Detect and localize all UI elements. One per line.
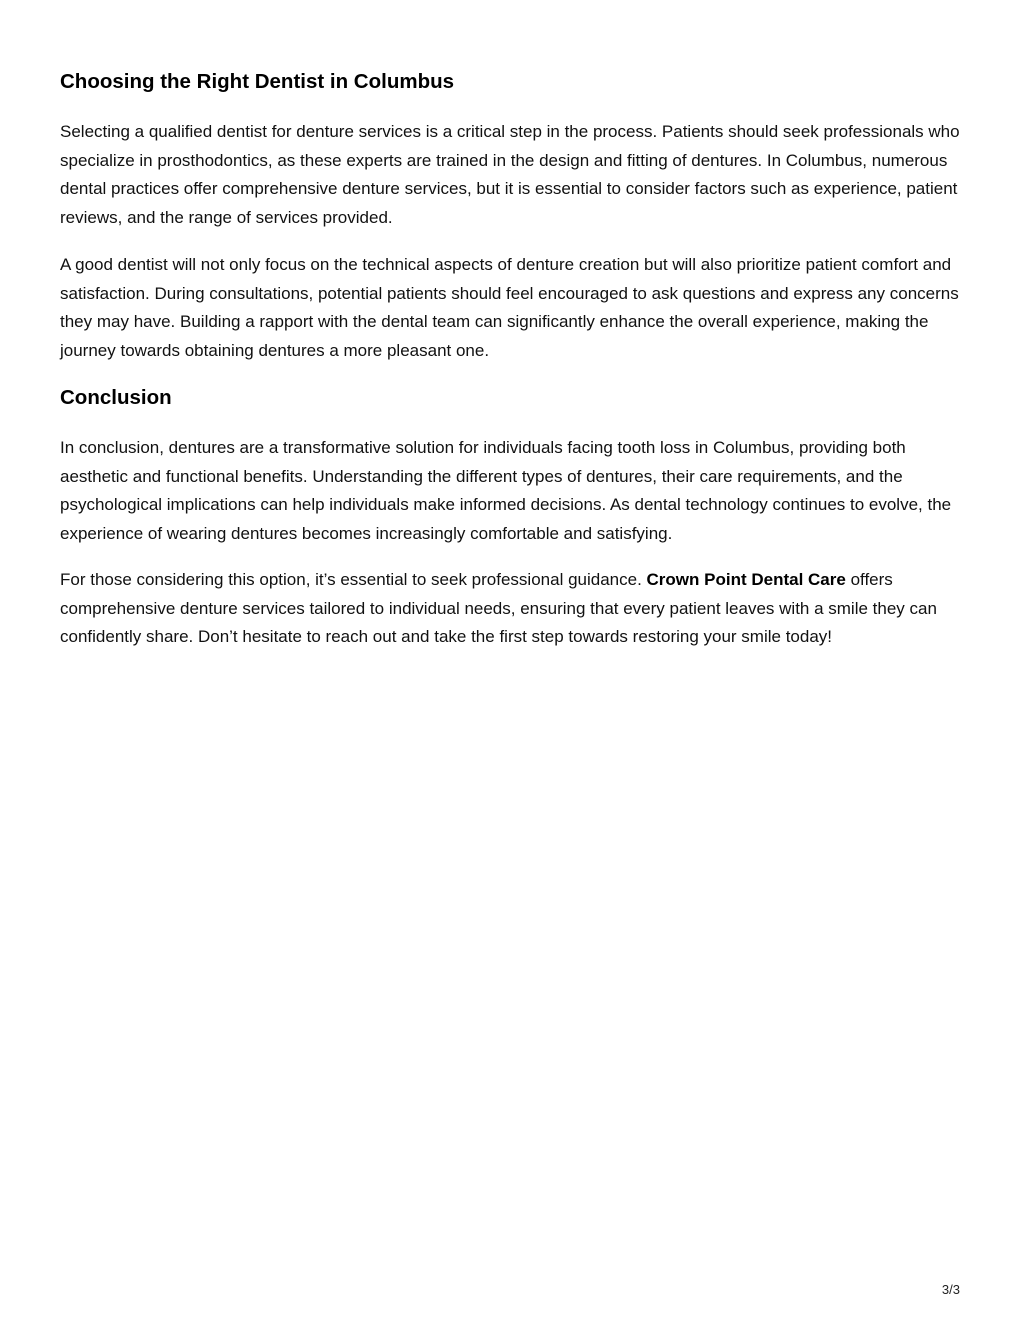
paragraph-conclusion: In conclusion, dentures are a transformative solution for individuals facing tooth loss in Columbus, providing both aesthetic and functional benefits. Understanding the different types of dentures, their care requirements, and the psychological implications can help individuals make informed decisions. As dental technology continues to evolve, the experience of wearing dentures becomes increasingly comfortable and satisfying. xyxy=(60,438,952,543)
document-body xyxy=(60,62,964,652)
section-heading-choosing-dentist: Choosing the Right Dentist in Columbus xyxy=(60,70,455,93)
practice-name: Crown Point Dental Care xyxy=(646,570,846,589)
section-heading-conclusion: Conclusion xyxy=(60,386,172,409)
cta-text-after: offers comprehensive denture services tailored to individual needs, ensuring that every patient leaves with a smile they can confidently share. Don’t hesitate to reach out and take the first step towards restoring your smile today! xyxy=(60,570,937,646)
page-number: 3/3 xyxy=(941,1282,960,1297)
paragraph-good-dentist: A good dentist will not only focus on the technical aspects of denture creation but will also prioritize patient comfort and satisfaction. During consultations, potential patients should feel encouraged to ask questions and express any concerns they may have. Building a rapport with the dental team can significantly enhance the overall experience, making the journey towards obtaining dentures a more pleasant one. xyxy=(60,255,959,360)
cta-text-before: For those considering this option, it’s essential to seek professional guidance. xyxy=(60,570,647,589)
paragraph-call-to-action xyxy=(60,566,964,652)
paragraph-selecting-dentist: Selecting a qualified dentist for denture services is a critical step in the process. Patients should seek professionals who specialize in prosthodontics, as these experts are trained in the design and fitting of dentures. In Columbus, numerous dental practices offer comprehensive denture services, but it is essential to consider factors such as experience, patient reviews, and the range of services provided. xyxy=(60,122,960,227)
